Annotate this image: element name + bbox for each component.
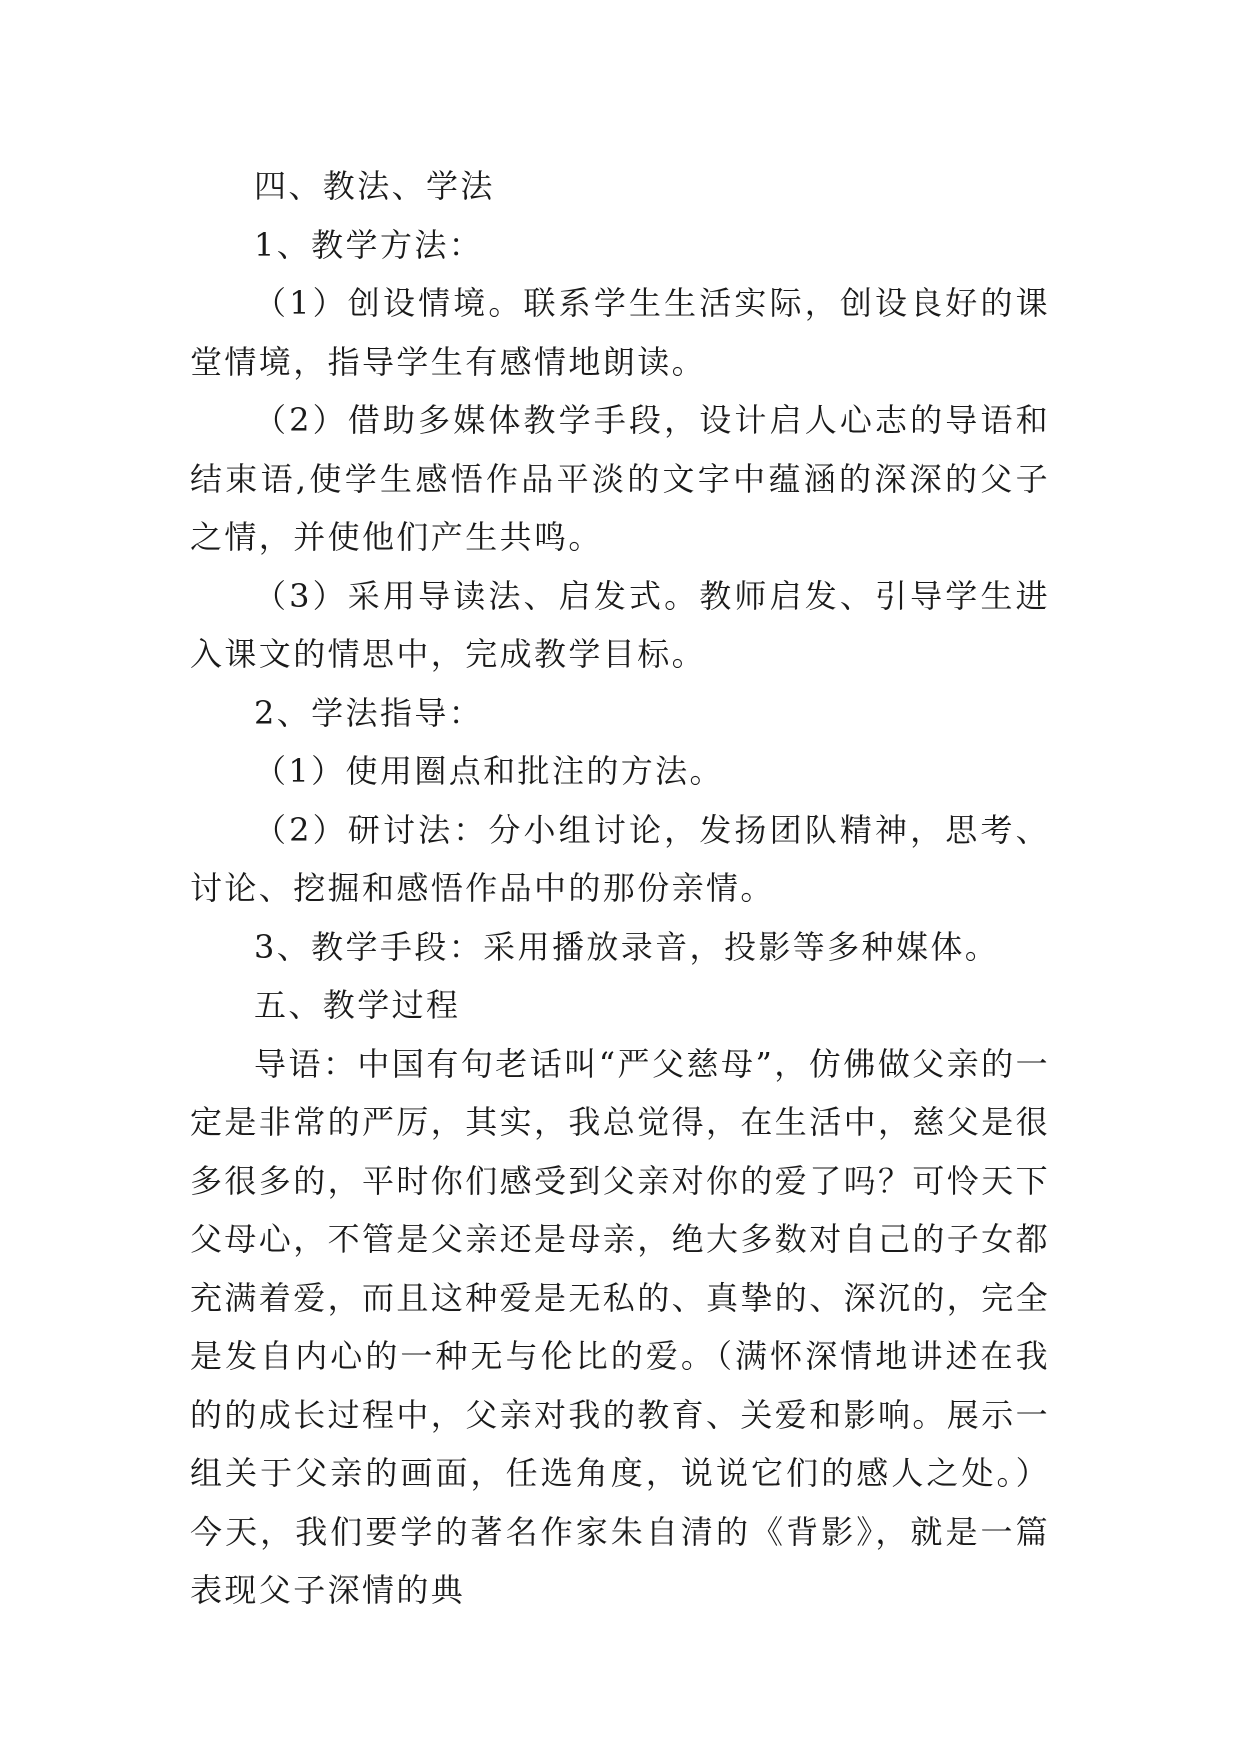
paragraph-method-3: （3）采用导读法、启发式。教师启发、引导学生进入课文的情思中，完成教学目标。 <box>190 576 1050 673</box>
paragraph-teaching-means: 3、教学手段：采用播放录音，投影等多种媒体。 <box>254 927 1000 966</box>
section-heading-teaching-process: 五、教学过程 <box>254 986 461 1024</box>
paragraph-introduction: 导语：中国有句老话叫“严父慈母”，仿佛做父亲的一定是非常的严厉，其实，我总觉得，在生活中，慈父是很多很多的，平时你们感受到父亲对你的爱了吗？可怜天下父母心，不管是父亲还是母亲，绝大多数对自己的子女都充满着爱，而且这种爱是无私的、真挚的、深沉的，完全是发自内心的一种无与伦比的爱。（满怀深情地讲述在我的的成长过程中，父亲对我的教育、关爱和影响。展示一组关于父亲的画面，任选角度，说说它们的感人之处。）今天，我们要学的著名作家朱自清的《背影》，就是一篇表现父子深情的典 <box>190 1044 1051 1609</box>
paragraph-method-1: （1）创设情境。联系学生生活实际，创设良好的课堂情境，指导学生有感情地朗读。 <box>190 284 1050 381</box>
paragraph-method-2: （2）借助多媒体教学手段，设计启人心志的导语和结束语,使学生感悟作品平淡的文字中蕴涵的深深的父子之情，并使他们产生共鸣。 <box>190 401 1050 556</box>
document-body <box>190 157 1050 1620</box>
section-heading-teaching-methods: 四、教法、学法 <box>254 167 495 205</box>
subheading-learning-guidance: 2、学法指导： <box>254 693 484 732</box>
subheading-teaching-method: 1、教学方法： <box>254 225 484 264</box>
paragraph-guidance-1: （1）使用圈点和批注的方法。 <box>254 752 724 790</box>
paragraph-guidance-2: （2）研讨法：分小组讨论，发扬团队精神，思考、讨论、挖掘和感悟作品中的那份亲情。 <box>190 810 1050 907</box>
